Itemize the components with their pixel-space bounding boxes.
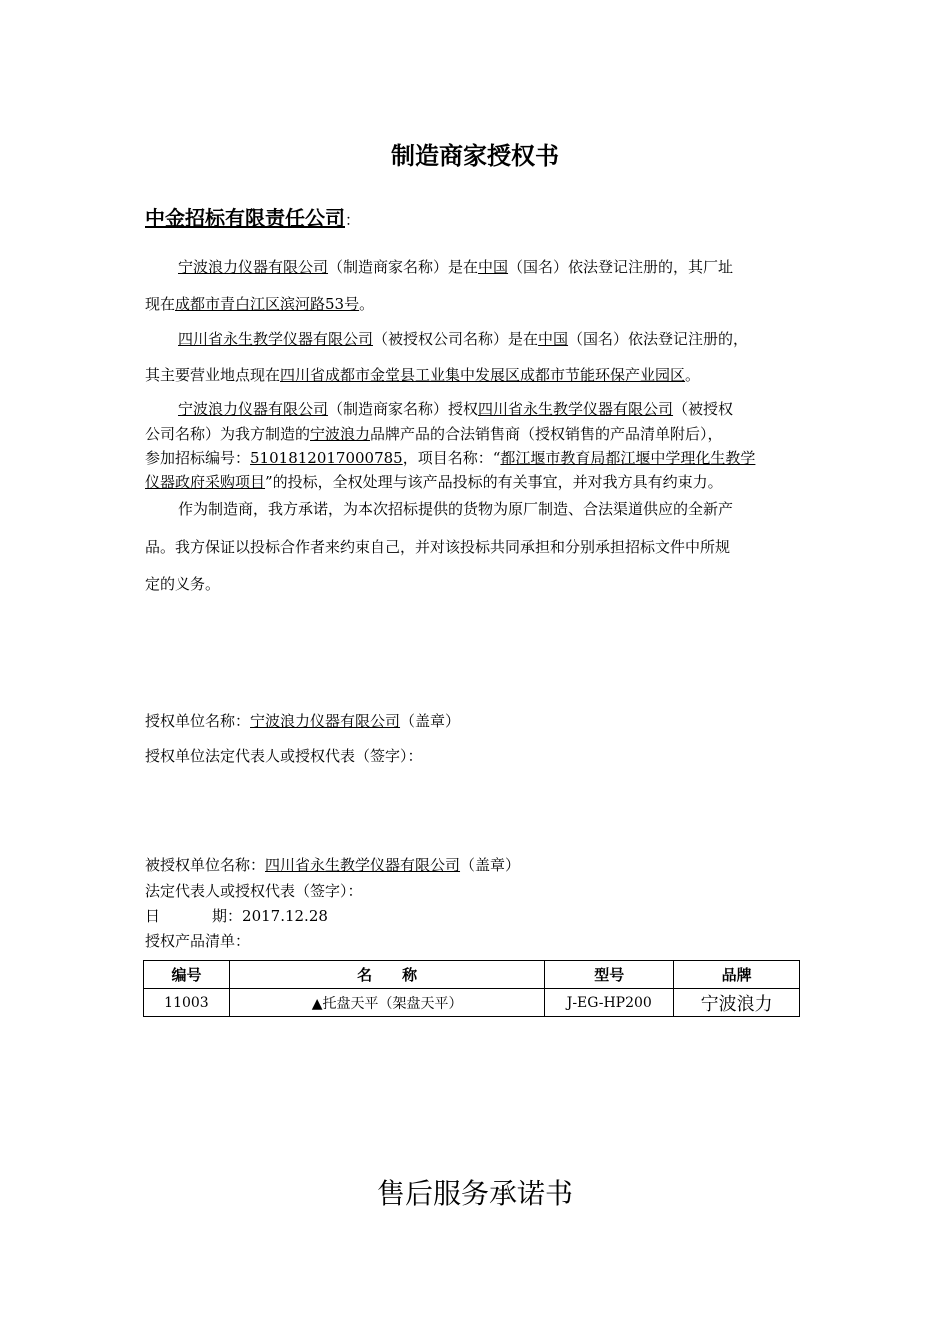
header-number: 编号 (144, 961, 230, 989)
cell-name: ▲托盘天平（架盘天平） (229, 989, 544, 1017)
paragraph-1-line-1: 宁波浪力仪器有限公司（制造商家名称）是在中国（国名）依法登记注册的，其厂址 (178, 258, 734, 276)
cell-brand: 宁波浪力 (674, 989, 800, 1017)
authorizing-rep-line: 授权单位法定代表人或授权代表（签字）： (145, 747, 423, 765)
authorized-unit-line: 被授权单位名称：四川省永生教学仪器有限公司（盖章） (145, 856, 521, 874)
product-table (143, 960, 800, 1017)
paragraph-4-line-1: 作为制造商，我方承诺，为本次招标提供的货物为原厂制造、合法渠道供应的全新产 (178, 500, 734, 518)
product-list-label: 授权产品清单： (145, 932, 251, 950)
addressee: 中金招标有限责任公司： (145, 206, 361, 230)
paragraph-1-line-2: 现在成都市青白江区滨河路53号。 (145, 295, 375, 313)
authorizing-unit-line: 授权单位名称：宁波浪力仪器有限公司（盖章） (145, 712, 461, 730)
table-header-row (144, 961, 800, 989)
paragraph-3-line-4: 仪器政府采购项目”的投标，全权处理与该产品投标的有关事宜，并对我方具有约束力。 (145, 473, 723, 491)
header-model: 型号 (545, 961, 674, 989)
paragraph-3-line-2: 公司名称）为我方制造的宁波浪力品牌产品的合法销售商（授权销售的产品清单附后）， (145, 425, 723, 443)
cell-model: J-EG-HP200 (545, 989, 674, 1017)
paragraph-4-line-3: 定的义务。 (145, 575, 221, 593)
header-brand: 品牌 (674, 961, 800, 989)
after-sales-title: 售后服务承诺书 (376, 1177, 573, 1210)
document-title: 制造商家授权书 (391, 142, 559, 170)
authorized-rep-line: 法定代表人或授权代表（签字）： (145, 882, 363, 900)
date-line: 日 期：2017.12.28 (145, 907, 328, 925)
paragraph-3-line-1: 宁波浪力仪器有限公司（制造商家名称）授权四川省永生教学仪器有限公司（被授权 (178, 400, 734, 418)
cell-number: 11003 (144, 989, 230, 1017)
header-name: 名 称 (229, 961, 544, 989)
paragraph-2-line-1: 四川省永生教学仪器有限公司（被授权公司名称）是在中国（国名）依法登记注册的， (178, 330, 749, 348)
table-row (144, 989, 800, 1017)
paragraph-2-line-2: 其主要营业地点现在四川省成都市金堂县工业集中发展区成都市节能环保产业园区。 (145, 366, 701, 384)
paragraph-4-line-2: 品。我方保证以投标合作者来约束自己，并对该投标共同承担和分别承担招标文件中所规 (145, 538, 731, 556)
paragraph-3-line-3: 参加招标编号：5101812017000785，项目名称：“都江堰市教育局都江堰中学理化生教学 (145, 449, 756, 467)
